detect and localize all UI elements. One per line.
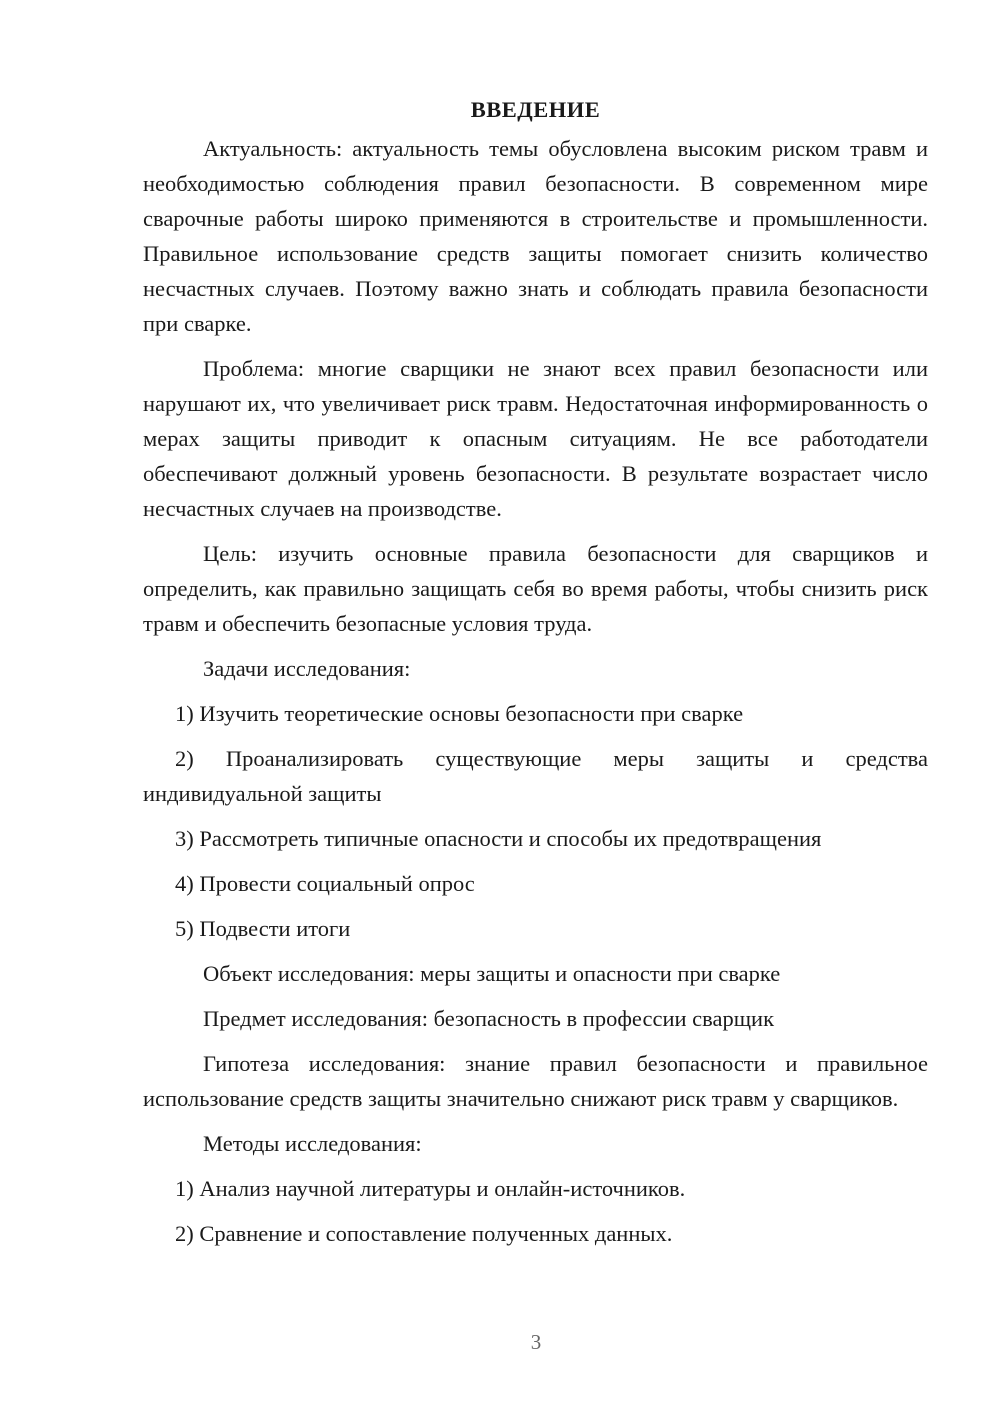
task-item: 3) Рассмотреть типичные опасности и способы их предотвращения: [175, 826, 822, 851]
research-subject: Предмет исследования: безопасность в профессии сварщик: [203, 1006, 775, 1031]
methods-label: Методы исследования:: [203, 1131, 422, 1156]
method-item: 2) Сравнение и сопоставление полученных данных.: [175, 1221, 673, 1246]
page-content: [143, 92, 928, 1261]
task-item: 5) Подвести итоги: [175, 916, 351, 941]
research-object: Объект исследования: меры защиты и опасности при сварке: [203, 961, 781, 986]
task-item: 1) Изучить теоретические основы безопасности при сварке: [175, 701, 744, 726]
page-number: 3: [530, 1330, 542, 1354]
problem-paragraph: Проблема: многие сварщики не знают всех правил безопасности или нарушают их, что увеличивает риск травм. Недостаточная информированность о мерах защиты приводит к опасным ситуациям. Не все работодатели обеспечивают должный уровень безопасности. В результате возрастает число несчастных случаев на производстве.: [143, 356, 928, 521]
task-item: 4) Провести социальный опрос: [175, 871, 475, 896]
tasks-label: Задачи исследования:: [203, 656, 411, 681]
task-item: 2) Проанализировать существующие меры защиты и средства индивидуальной защиты: [143, 746, 928, 806]
page-title: ВВЕДЕНИЕ: [470, 97, 601, 122]
method-item: 1) Анализ научной литературы и онлайн-источников.: [175, 1176, 686, 1201]
relevance-paragraph: Актуальность: актуальность темы обусловлена высоким риском травм и необходимостью соблюдения правил безопасности. В современном мире сварочные работы широко применяются в строительстве и промышленности. Правильное использование средств защиты помогает снизить количество несчастных случаев. Поэтому важно знать и соблюдать правила безопасности при сварке.: [143, 136, 928, 336]
research-hypothesis: Гипотеза исследования: знание правил безопасности и правильное использование средств защиты значительно снижают риск травм у сварщиков.: [143, 1051, 928, 1111]
goal-paragraph: Цель: изучить основные правила безопасности для сварщиков и определить, как правильно защищать себя во время работы, чтобы снизить риск травм и обеспечить безопасные условия труда.: [143, 541, 928, 636]
